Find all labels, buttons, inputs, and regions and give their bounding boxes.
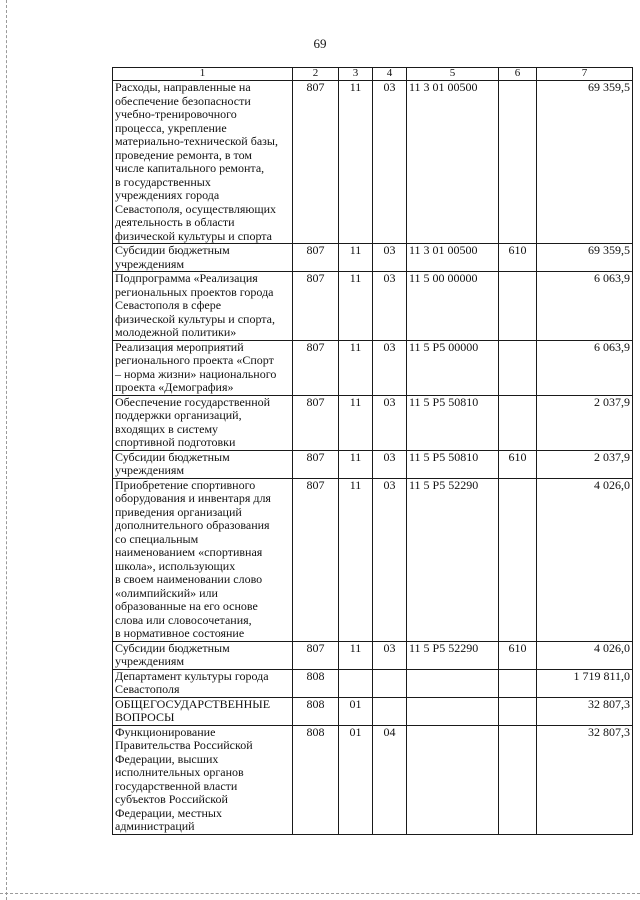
row-pr: 03 (373, 450, 407, 478)
row-vr (499, 395, 537, 450)
row-sum: 69 359,5 (537, 81, 633, 244)
row-rz: 11 (339, 450, 373, 478)
row-vr (499, 340, 537, 395)
row-pr: 03 (373, 340, 407, 395)
row-csr: 11 5 P5 50810 (407, 395, 499, 450)
row-rz: 11 (339, 395, 373, 450)
row-rz: 01 (339, 725, 373, 834)
row-rz: 01 (339, 697, 373, 725)
row-name: Расходы, направленные на обеспечение безопасности учебно-тренировочного процесса, укрепление материально-технической базы, проведение ремонта, в том числе капитального ремонта, в государственных учреждениях города Севастополя, осуществляющих деятельность в области физической культуры и спорта (113, 81, 293, 244)
row-vr (499, 81, 537, 244)
table-row (113, 81, 633, 244)
row-sum: 6 063,9 (537, 340, 633, 395)
row-name: Приобретение спортивного оборудования и инвентаря для приведения организаций дополнительного образования со специальным наименованием «спортивная школа», использующих в своем наименовании слово «олимпийский» или образованные на его основе слова или словосочетания, в нормативное состояние (113, 478, 293, 641)
row-sum: 2 037,9 (537, 395, 633, 450)
row-vr (499, 725, 537, 834)
column-header-6: 6 (499, 68, 537, 81)
row-csr: 11 5 P5 50810 (407, 450, 499, 478)
row-ved: 807 (293, 81, 339, 244)
row-ved: 807 (293, 641, 339, 669)
column-header-1: 1 (113, 68, 293, 81)
row-ved: 808 (293, 669, 339, 697)
column-header-5: 5 (407, 68, 499, 81)
table-row (113, 340, 633, 395)
row-vr (499, 697, 537, 725)
header-row (113, 68, 633, 81)
page-number: 69 (313, 36, 327, 51)
row-rz: 11 (339, 244, 373, 272)
row-rz (339, 669, 373, 697)
row-sum: 2 037,9 (537, 450, 633, 478)
row-csr (407, 725, 499, 834)
row-csr: 11 5 00 00000 (407, 272, 499, 341)
table-row (113, 697, 633, 725)
row-vr: 610 (499, 641, 537, 669)
row-name: Функционирование Правительства Российской Федерации, высших исполнительных органов государственной власти субъектов Российской Федерации, местных администраций (113, 725, 293, 834)
row-csr: 11 5 P5 00000 (407, 340, 499, 395)
row-csr: 11 5 P5 52290 (407, 641, 499, 669)
row-csr: 11 3 01 00500 (407, 81, 499, 244)
row-csr: 11 5 P5 52290 (407, 478, 499, 641)
row-ved: 807 (293, 395, 339, 450)
scan-edge-bottom (0, 893, 640, 894)
row-vr (499, 478, 537, 641)
row-csr: 11 3 01 00500 (407, 244, 499, 272)
row-sum: 4 026,0 (537, 478, 633, 641)
row-rz: 11 (339, 340, 373, 395)
row-sum: 6 063,9 (537, 272, 633, 341)
table-row (113, 244, 633, 272)
row-rz: 11 (339, 81, 373, 244)
row-rz: 11 (339, 478, 373, 641)
row-ved: 807 (293, 244, 339, 272)
row-name: Реализация мероприятий регионального проекта «Спорт – норма жизни» национального проекта «Демография» (113, 340, 293, 395)
table-row (113, 725, 633, 834)
table-row (113, 641, 633, 669)
row-pr: 03 (373, 272, 407, 341)
row-ved: 808 (293, 725, 339, 834)
column-header-2: 2 (293, 68, 339, 81)
row-sum: 69 359,5 (537, 244, 633, 272)
row-pr: 03 (373, 478, 407, 641)
row-csr (407, 697, 499, 725)
row-pr: 03 (373, 244, 407, 272)
row-vr (499, 272, 537, 341)
row-pr (373, 697, 407, 725)
budget-table (112, 67, 633, 835)
row-ved: 808 (293, 697, 339, 725)
row-name: Подпрограмма «Реализация региональных проектов города Севастополя в сфере физической культуры и спорта, молодежной политики» (113, 272, 293, 341)
row-pr: 03 (373, 395, 407, 450)
row-sum: 1 719 811,0 (537, 669, 633, 697)
column-header-4: 4 (373, 68, 407, 81)
row-vr (499, 669, 537, 697)
row-rz: 11 (339, 272, 373, 341)
scan-edge-left (6, 0, 7, 900)
row-sum: 32 807,3 (537, 697, 633, 725)
row-name: ОБЩЕГОСУДАРСТВЕННЫЕ ВОПРОСЫ (113, 697, 293, 725)
row-name: Субсидии бюджетным учреждениям (113, 641, 293, 669)
row-csr (407, 669, 499, 697)
row-pr (373, 669, 407, 697)
row-name: Субсидии бюджетным учреждениям (113, 244, 293, 272)
row-ved: 807 (293, 340, 339, 395)
column-header-3: 3 (339, 68, 373, 81)
row-name: Субсидии бюджетным учреждениям (113, 450, 293, 478)
row-vr: 610 (499, 244, 537, 272)
column-header-7: 7 (537, 68, 633, 81)
row-vr: 610 (499, 450, 537, 478)
table-row (113, 669, 633, 697)
table-row (113, 395, 633, 450)
row-ved: 807 (293, 450, 339, 478)
row-name: Департамент культуры города Севастополя (113, 669, 293, 697)
table-row (113, 450, 633, 478)
row-pr: 03 (373, 641, 407, 669)
table-row (113, 478, 633, 641)
table-row (113, 272, 633, 341)
row-sum: 4 026,0 (537, 641, 633, 669)
row-pr: 04 (373, 725, 407, 834)
row-rz: 11 (339, 641, 373, 669)
row-ved: 807 (293, 478, 339, 641)
row-sum: 32 807,3 (537, 725, 633, 834)
row-name: Обеспечение государственной поддержки организаций, входящих в систему спортивной подготовки (113, 395, 293, 450)
row-ved: 807 (293, 272, 339, 341)
row-pr: 03 (373, 81, 407, 244)
